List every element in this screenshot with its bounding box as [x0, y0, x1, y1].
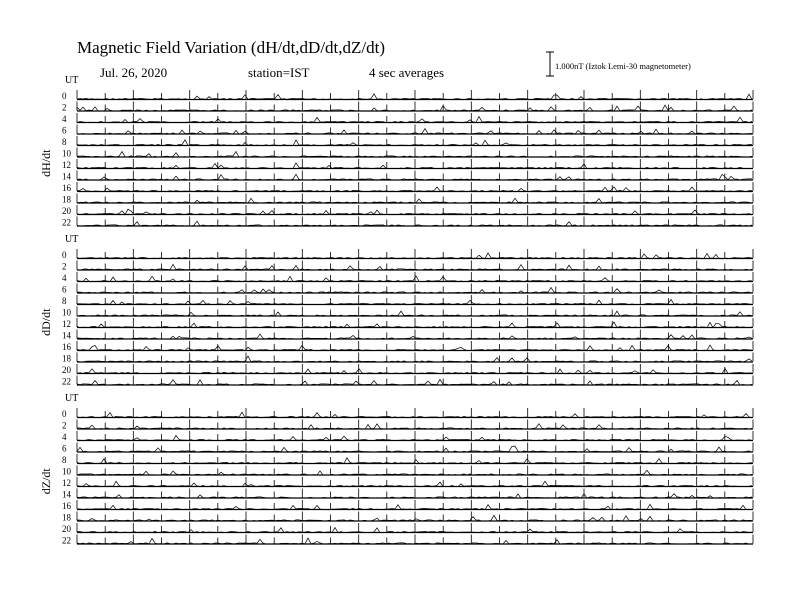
hour-ticks [77, 136, 753, 145]
row-label: 10 [62, 148, 71, 159]
row-label: 16 [62, 183, 71, 193]
station-label: station=IST [248, 65, 310, 80]
trace-line [77, 129, 752, 135]
trace-line [77, 412, 752, 418]
panel-ylabel: dZ/dt [39, 468, 53, 495]
row-label: 18 [62, 353, 71, 364]
trace-line [77, 458, 752, 464]
trace-line [77, 322, 752, 328]
panel-dH-dt [39, 75, 753, 228]
row-label: 2 [62, 102, 67, 113]
row-label: 6 [62, 284, 67, 295]
row-label: 4 [62, 114, 67, 124]
hour-ticks [77, 353, 753, 362]
hour-ticks [77, 295, 753, 304]
hour-ticks [77, 489, 753, 498]
row-label: 2 [62, 420, 67, 431]
trace-line [77, 94, 752, 100]
ut-label: UT [65, 234, 79, 245]
hour-ticks [77, 90, 753, 99]
trace-line [77, 174, 752, 180]
trace-line [77, 163, 752, 169]
hour-ticks [77, 113, 753, 122]
row-label: 0 [62, 409, 67, 419]
scale-bar-label: 1.000nT (Iztok Lemi-30 magnetometer) [555, 61, 691, 71]
row-label: 16 [62, 501, 71, 511]
trace-line [77, 356, 752, 362]
row-label: 20 [62, 206, 71, 216]
trace-line [77, 446, 752, 452]
hour-ticks [77, 284, 753, 293]
trace-line [77, 264, 752, 270]
hour-ticks [77, 341, 753, 350]
panel-dZ-dt [39, 393, 753, 546]
row-label: 4 [62, 432, 67, 442]
row-label: 6 [62, 125, 67, 136]
hour-ticks [77, 443, 753, 452]
hour-ticks [77, 102, 753, 111]
row-label: 20 [62, 365, 71, 375]
scale-bar [546, 52, 554, 76]
trace-line [77, 253, 752, 259]
trace-line [77, 481, 752, 486]
trace-line [77, 276, 752, 282]
hour-ticks [77, 217, 753, 226]
row-label: 12 [62, 478, 71, 488]
hour-ticks [77, 318, 753, 327]
row-label: 14 [62, 489, 71, 500]
hour-ticks [77, 194, 753, 203]
hour-ticks [77, 125, 753, 134]
hour-ticks [77, 535, 753, 544]
row-label: 22 [62, 217, 71, 228]
row-label: 0 [62, 91, 67, 101]
row-label: 10 [62, 466, 71, 477]
hour-ticks [77, 477, 753, 486]
panel-ylabel: dH/dt [39, 149, 53, 177]
row-label: 18 [62, 512, 71, 523]
row-label: 6 [62, 443, 67, 454]
hour-ticks [77, 272, 753, 281]
row-label: 22 [62, 376, 71, 387]
trace-line [77, 515, 752, 521]
hour-ticks [77, 249, 753, 258]
hour-ticks [77, 454, 753, 463]
hour-ticks [77, 408, 753, 417]
trace-line [77, 209, 752, 215]
hour-ticks [77, 500, 753, 509]
hour-ticks [77, 420, 753, 429]
trace-line [77, 288, 752, 294]
ut-label: UT [65, 75, 79, 86]
trace-line [77, 538, 752, 544]
hour-ticks [77, 159, 753, 168]
trace-line [77, 140, 752, 146]
row-label: 8 [62, 455, 67, 465]
row-label: 12 [62, 319, 71, 329]
panel-ylabel: dD/dt [39, 308, 53, 336]
averaging-label: 4 sec averages [369, 65, 445, 80]
row-label: 18 [62, 194, 71, 205]
trace-line [77, 504, 752, 509]
trace-line [77, 379, 752, 385]
row-label: 22 [62, 535, 71, 546]
hour-ticks [77, 205, 753, 214]
row-label: 16 [62, 342, 71, 352]
hour-ticks [77, 171, 753, 180]
ut-label: UT [65, 393, 79, 404]
hour-ticks [77, 182, 753, 191]
hour-ticks [77, 376, 753, 385]
trace-line [77, 345, 752, 351]
trace-line [77, 424, 752, 429]
hour-ticks [77, 148, 753, 157]
row-label: 14 [62, 330, 71, 341]
hour-ticks [77, 261, 753, 270]
row-label: 8 [62, 296, 67, 306]
row-label: 20 [62, 524, 71, 534]
row-label: 0 [62, 250, 67, 260]
hour-ticks [77, 307, 753, 316]
row-label: 14 [62, 171, 71, 182]
trace-line [77, 152, 752, 158]
row-label: 12 [62, 160, 71, 170]
trace-line [77, 116, 752, 122]
row-label: 10 [62, 307, 71, 318]
date-label: Jul. 26, 2020 [100, 65, 168, 80]
chart-title: Magnetic Field Variation (dH/dt,dD/dt,dZ/dt) [77, 38, 386, 57]
row-label: 2 [62, 261, 67, 272]
trace-line [77, 105, 752, 111]
hour-ticks [77, 523, 753, 532]
panel-dD-dt [39, 234, 753, 387]
hour-ticks [77, 466, 753, 475]
row-label: 4 [62, 273, 67, 283]
row-label: 8 [62, 137, 67, 147]
